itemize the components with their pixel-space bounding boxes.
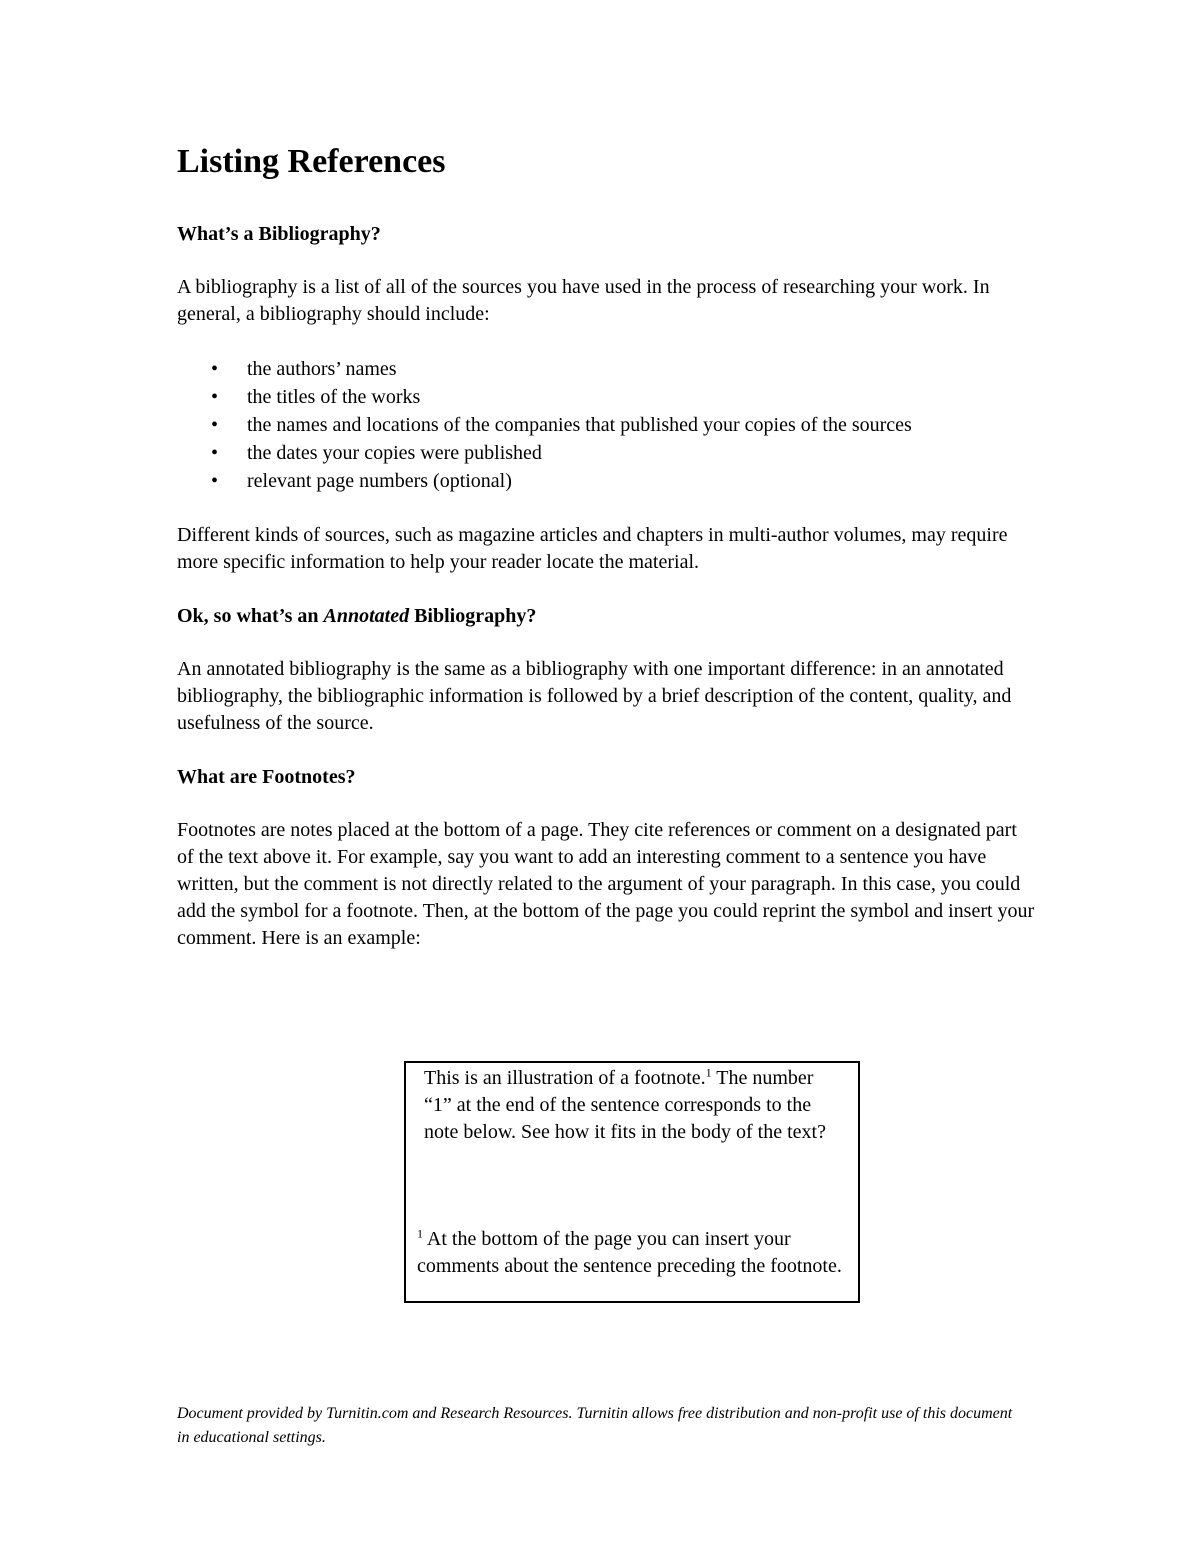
section-heading-annotated-bibliography bbox=[177, 602, 1037, 630]
heading-prefix: Ok, so what’s an bbox=[177, 605, 324, 627]
footnotes-paragraph: Footnotes are notes placed at the bottom of a page. They cite references or comment on a designated part of the text above it. For example, say you want to add an interesting comment to a sentence you have written, but the comment is not directly related to the argument of your paragraph. In this case, you could add the symbol for a footnote. Then, at the bottom of the page you could reprint the symbol and insert your comment. Here is an example: bbox=[177, 819, 1035, 949]
example-text-after: The number “1” at the end of the sentence corresponds to the note below. See how it fits in the body of the text? bbox=[424, 1067, 826, 1143]
heading-emphasis: Annotated bbox=[323, 605, 410, 627]
list-item bbox=[211, 355, 1027, 383]
list-item bbox=[211, 439, 1027, 467]
heading-suffix: Bibliography? bbox=[409, 605, 537, 627]
list-item-text: the titles of the works bbox=[247, 386, 421, 408]
footnote-example-text bbox=[424, 1065, 844, 1146]
bibliography-intro-paragraph: A bibliography is a list of all of the sources you have used in the process of researching your work. In general, a bibliography should include: bbox=[177, 276, 990, 325]
annotated-bibliography-paragraph: An annotated bibliography is the same as a bibliography with one important difference: in an annotated bibliography, the bibliographic information is followed by a brief description of the content, quality, and usefulness of the source. bbox=[177, 658, 1012, 734]
list-item-text: relevant page numbers (optional) bbox=[247, 470, 512, 492]
list-item bbox=[211, 383, 1027, 411]
list-item bbox=[211, 467, 1027, 495]
footnote-marker: 1 bbox=[705, 1065, 712, 1080]
list-item-text: the names and locations of the companies that published your copies of the sources bbox=[247, 414, 912, 436]
bullet-icon: • bbox=[211, 470, 219, 492]
footnote-note-marker: 1 bbox=[417, 1226, 423, 1241]
list-item bbox=[211, 411, 1027, 439]
section-heading-bibliography: What’s a Bibliography? bbox=[177, 223, 381, 245]
footnote-note-text: At the bottom of the page you can insert your comments about the sentence preceding the footnote. bbox=[417, 1228, 842, 1277]
list-item-text: the authors’ names bbox=[247, 358, 397, 380]
bibliography-elements-list bbox=[177, 355, 1027, 495]
list-item-text: the dates your copies were published bbox=[247, 442, 542, 464]
document-footer: Document provided by Turnitin.com and Research Resources. Turnitin allows free distribution and non-profit use of this document in educational settings. bbox=[177, 1405, 1013, 1446]
page-title: Listing References bbox=[177, 143, 446, 180]
section-heading-footnotes: What are Footnotes? bbox=[177, 766, 356, 788]
source-types-paragraph: Different kinds of sources, such as magazine articles and chapters in multi-author volumes, may require more specific information to help your reader locate the material. bbox=[177, 524, 1008, 573]
bullet-icon: • bbox=[211, 442, 219, 464]
bullet-icon: • bbox=[211, 386, 219, 408]
bullet-icon: • bbox=[211, 358, 219, 380]
footnote-example-box bbox=[404, 1061, 860, 1303]
document-body bbox=[177, 140, 1037, 952]
bullet-icon: • bbox=[211, 414, 219, 436]
example-text-before: This is an illustration of a footnote. bbox=[424, 1067, 706, 1089]
footnote-example-note bbox=[417, 1226, 847, 1280]
